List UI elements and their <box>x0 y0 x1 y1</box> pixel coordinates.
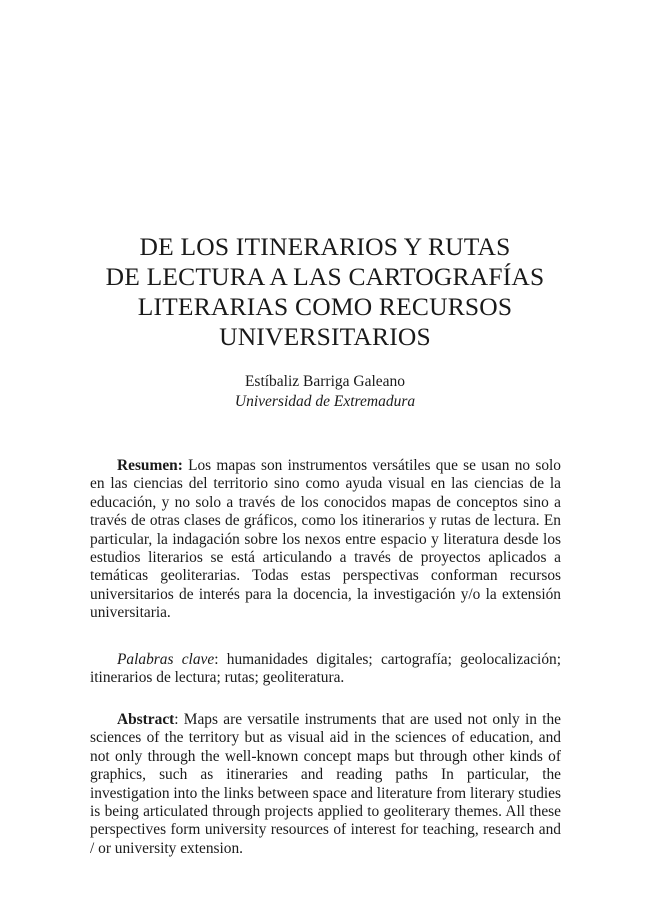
author-affiliation: Universidad de Extremadura <box>234 393 416 410</box>
abstract-label: Abstract <box>117 711 175 728</box>
resumen-paragraph <box>90 457 561 623</box>
author-block <box>60 372 590 412</box>
resumen-label: Resumen: <box>117 457 183 474</box>
resumen-section <box>90 457 561 623</box>
abstract-paragraph <box>90 711 561 858</box>
abstract-text: : Maps are versatile instruments that are used not only in the sciences of the territory but as visual aid in the sciences of education, and not only through the well-known concept maps but through other kinds of graphics, such as itineraries and reading paths In particular, the investigation into the links between space and literature from literary studies is being articulated through projects applied to geoliterary themes. All these perspectives form university resources of interest for teaching, research and / or university extension. <box>90 711 561 857</box>
resumen-text: Los mapas son instrumentos versátiles que se usan no solo en las ciencias del territorio sino como ayuda visual en las ciencias de la educación, y no solo a través de los conocidos mapas de conceptos sino a través de otras clases de gráficos, como los itinerarios y rutas de lectura. En particular, la indagación sobre los nexos entre espacio y literatura desde los estudios literarios se está articulando a través de proyectos aplicados a temáticas geoliterarias. Todas estas perspectivas conforman recursos universitarios de interés para la docencia, la investigación y/o la extensión universitaria. <box>90 457 561 622</box>
title-line: DE LECTURA A LAS CARTOGRAFÍAS <box>105 262 545 291</box>
title-line: UNIVERSITARIOS <box>219 322 431 351</box>
keywords-label: Palabras clave <box>117 651 215 668</box>
keywords-text: : humanidades digitales; cartografía; geolocalización; itinerarios de lectura; rutas; geoliteratura. <box>90 651 561 687</box>
title-line: LITERARIAS COMO RECURSOS <box>137 292 513 321</box>
keywords-paragraph <box>90 651 561 688</box>
author-name: Estíbaliz Barriga Galeano <box>244 373 406 390</box>
paper-title <box>60 232 590 352</box>
abstract-section <box>90 711 561 858</box>
title-line: DE LOS ITINERARIOS Y RUTAS <box>139 232 511 261</box>
keywords-section <box>90 651 561 688</box>
